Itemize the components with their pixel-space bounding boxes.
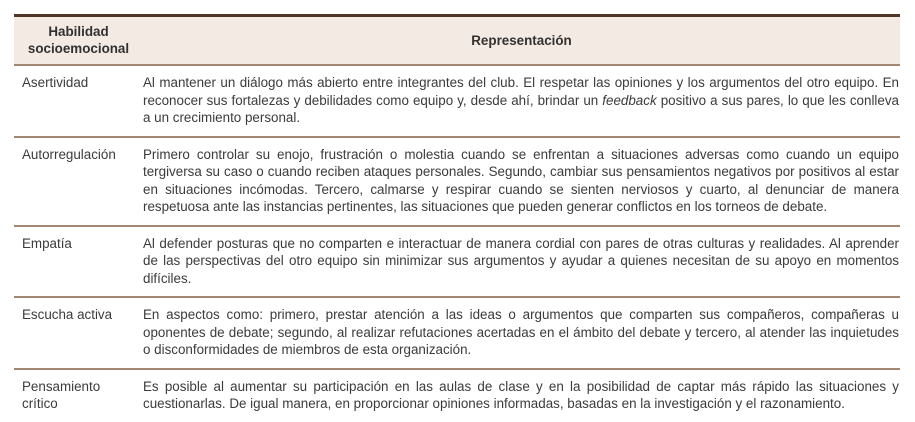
skill-cell: Asertividad (14, 65, 143, 137)
skill-cell: Empatía (14, 226, 143, 298)
socioemotional-skills-table (14, 14, 900, 422)
header-habilidad-socioemocional (14, 16, 143, 66)
representation-cell: Al mantener un diálogo más abierto entre integrantes del club. El respetar las opiniones y los argumentos del otro equipo. En reconocer sus fortalezas y debilidades como equipo y, desde ahí, brindar un feedback positivo a sus pares, lo que les conlleva a un crecimiento personal. (143, 65, 900, 137)
skill-cell: Escucha activa (14, 297, 143, 369)
table-body (14, 65, 900, 422)
representation-cell: Es posible al aumentar su participación en las aulas de clase y en la posibilidad de captar más rápido las situaciones y cuestionarlas. De igual manera, en proporcionar opiniones informadas, basadas en la investigación y el razonamiento. (143, 369, 900, 422)
table-head (14, 16, 900, 66)
table-header-row (14, 16, 900, 66)
table-row (14, 137, 900, 226)
representation-cell: En aspectos como: primero, prestar atención a las ideas o argumentos que comparten sus compañeros, compañeras u oponentes de debate; segundo, al realizar refutaciones acertadas en el ámbito del debate y tercero, al atender las inquietudes o disconformidades de miembros de esta organización. (143, 297, 900, 369)
header-representacion-label: Representación (471, 32, 572, 48)
representation-cell: Primero controlar su enojo, frustración o molestia cuando se enfrentan a situaciones adversas como cuando un equipo tergiversa su caso o cuando reciben ataques personales. Segundo, cambiar sus pensamientos negativos por positivos al estar en situaciones incómodas. Tercero, calmarse y respirar cuando se sienten nerviosos y cuarto, al denunciar de manera respetuosa ante las instancias pertinentes, las situaciones que pueden generar conflictos en los torneos de debate. (143, 137, 900, 226)
table-row (14, 226, 900, 298)
skill-cell: Pensamiento crítico (14, 369, 143, 422)
table-row (14, 297, 900, 369)
header-representacion (143, 16, 900, 66)
header-habilidad-label: Habilidad socioemocional (27, 24, 130, 56)
skill-cell: Autorregulación (14, 137, 143, 226)
table-row (14, 369, 900, 422)
table-row (14, 65, 900, 137)
representation-cell: Al defender posturas que no comparten e interactuar de manera cordial con pares de otras culturas y realidades. Al aprender de las perspectivas del otro equipo sin minimizar sus argumentos y ayudar a quienes necesitan de su apoyo en momentos difíciles. (143, 226, 900, 298)
